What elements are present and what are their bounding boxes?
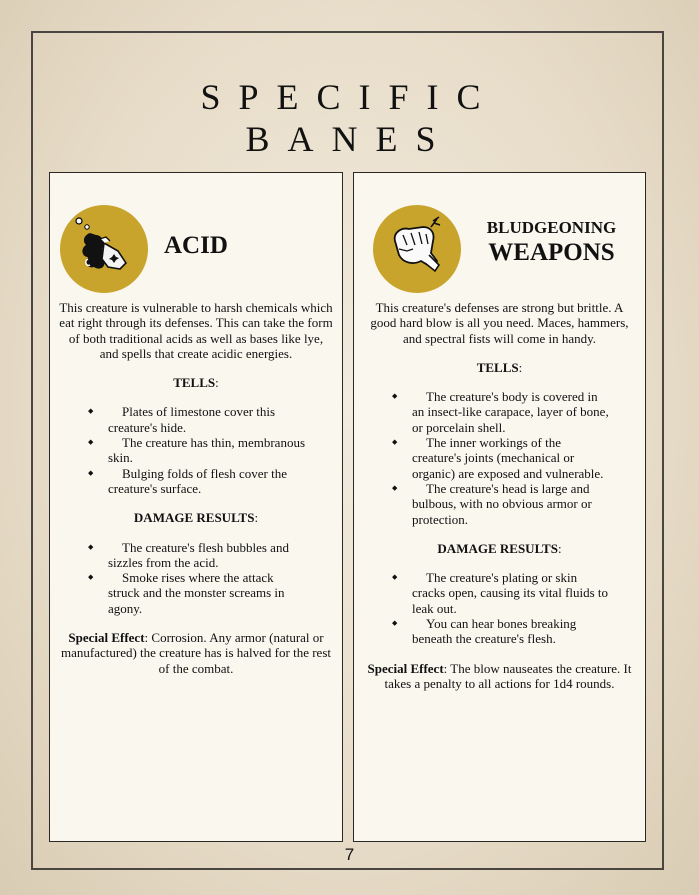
bludgeoning-heading-big: WEAPONS: [488, 239, 615, 266]
page-number: 7: [344, 845, 355, 864]
list-item: ◆ The inner workings of the creature's joints (mechanical or organic) are exposed and vulnerable.: [362, 435, 637, 481]
list-item: ◆ Plates of limestone cover this creature's hide.: [58, 404, 334, 435]
acid-damage-heading: DAMAGE RESULTS:: [133, 510, 259, 526]
list-item: ◆ Bulging folds of flesh cover the creature's surface.: [58, 466, 334, 497]
list-item: ◆ The creature's head is large and bulbous, with no obvious armor or protection.: [362, 481, 637, 527]
acid-damage-list: [58, 540, 334, 616]
bludgeoning-panel: [353, 172, 646, 842]
fist-gauntlet-icon: [373, 205, 461, 293]
acid-special-effect: Special Effect: Corrosion. Any armor (natural or manufactured) the creature has is halved for the rest of the combat.: [61, 630, 331, 676]
bludgeoning-tells-list: [362, 389, 637, 527]
acid-tells-heading: TELLS:: [173, 375, 219, 391]
bludgeoning-special-effect: Special Effect: The blow nauseates the creature. It takes a penalty to all actions for 1d4 rounds.: [367, 660, 632, 691]
list-item: ◆ You can hear bones breaking beneath the creature's flesh.: [362, 616, 637, 647]
bludgeoning-tells-heading: TELLS:: [476, 359, 523, 375]
list-item: ◆ The creature's flesh bubbles and sizzles from the acid.: [58, 540, 334, 571]
acid-intro: This creature is vulnerable to harsh chemicals which eat right through its defenses. This can take the form of both traditional acids as well as bases like lye, and spells that create acidic energies.: [59, 300, 333, 361]
page-title-line-1: SPECIFIC: [200, 77, 499, 117]
list-item: ◆ The creature's body is covered in an insect-like carapace, layer of bone, or porcelain shell.: [362, 389, 637, 435]
acid-heading: ACID: [164, 232, 228, 259]
bludgeoning-heading: [479, 218, 624, 267]
acid-panel: [49, 172, 343, 842]
page-title-line-2: BANES: [245, 119, 454, 159]
list-item: ◆ The creature has thin, membranous skin.: [58, 435, 334, 466]
bludgeoning-content: [362, 300, 637, 691]
bludgeoning-intro: This creature's defenses are strong but brittle. A good hard blow is all you need. Maces, hammers, and spectral fists will come in handy.: [370, 300, 629, 346]
bludgeoning-damage-heading: DAMAGE RESULTS:: [437, 540, 562, 556]
acid-tells-list: [58, 404, 334, 496]
list-item: ◆ The creature's plating or skin cracks open, causing its vital fluids to leak out.: [362, 570, 637, 616]
list-item: ◆ Smoke rises where the attack struck and the monster screams in agony.: [58, 570, 334, 616]
acid-flask-icon: [60, 205, 148, 293]
acid-content: [58, 300, 334, 676]
bludgeoning-heading-small: BLUDGEONING: [486, 218, 617, 237]
bludgeoning-damage-list: [362, 570, 637, 646]
